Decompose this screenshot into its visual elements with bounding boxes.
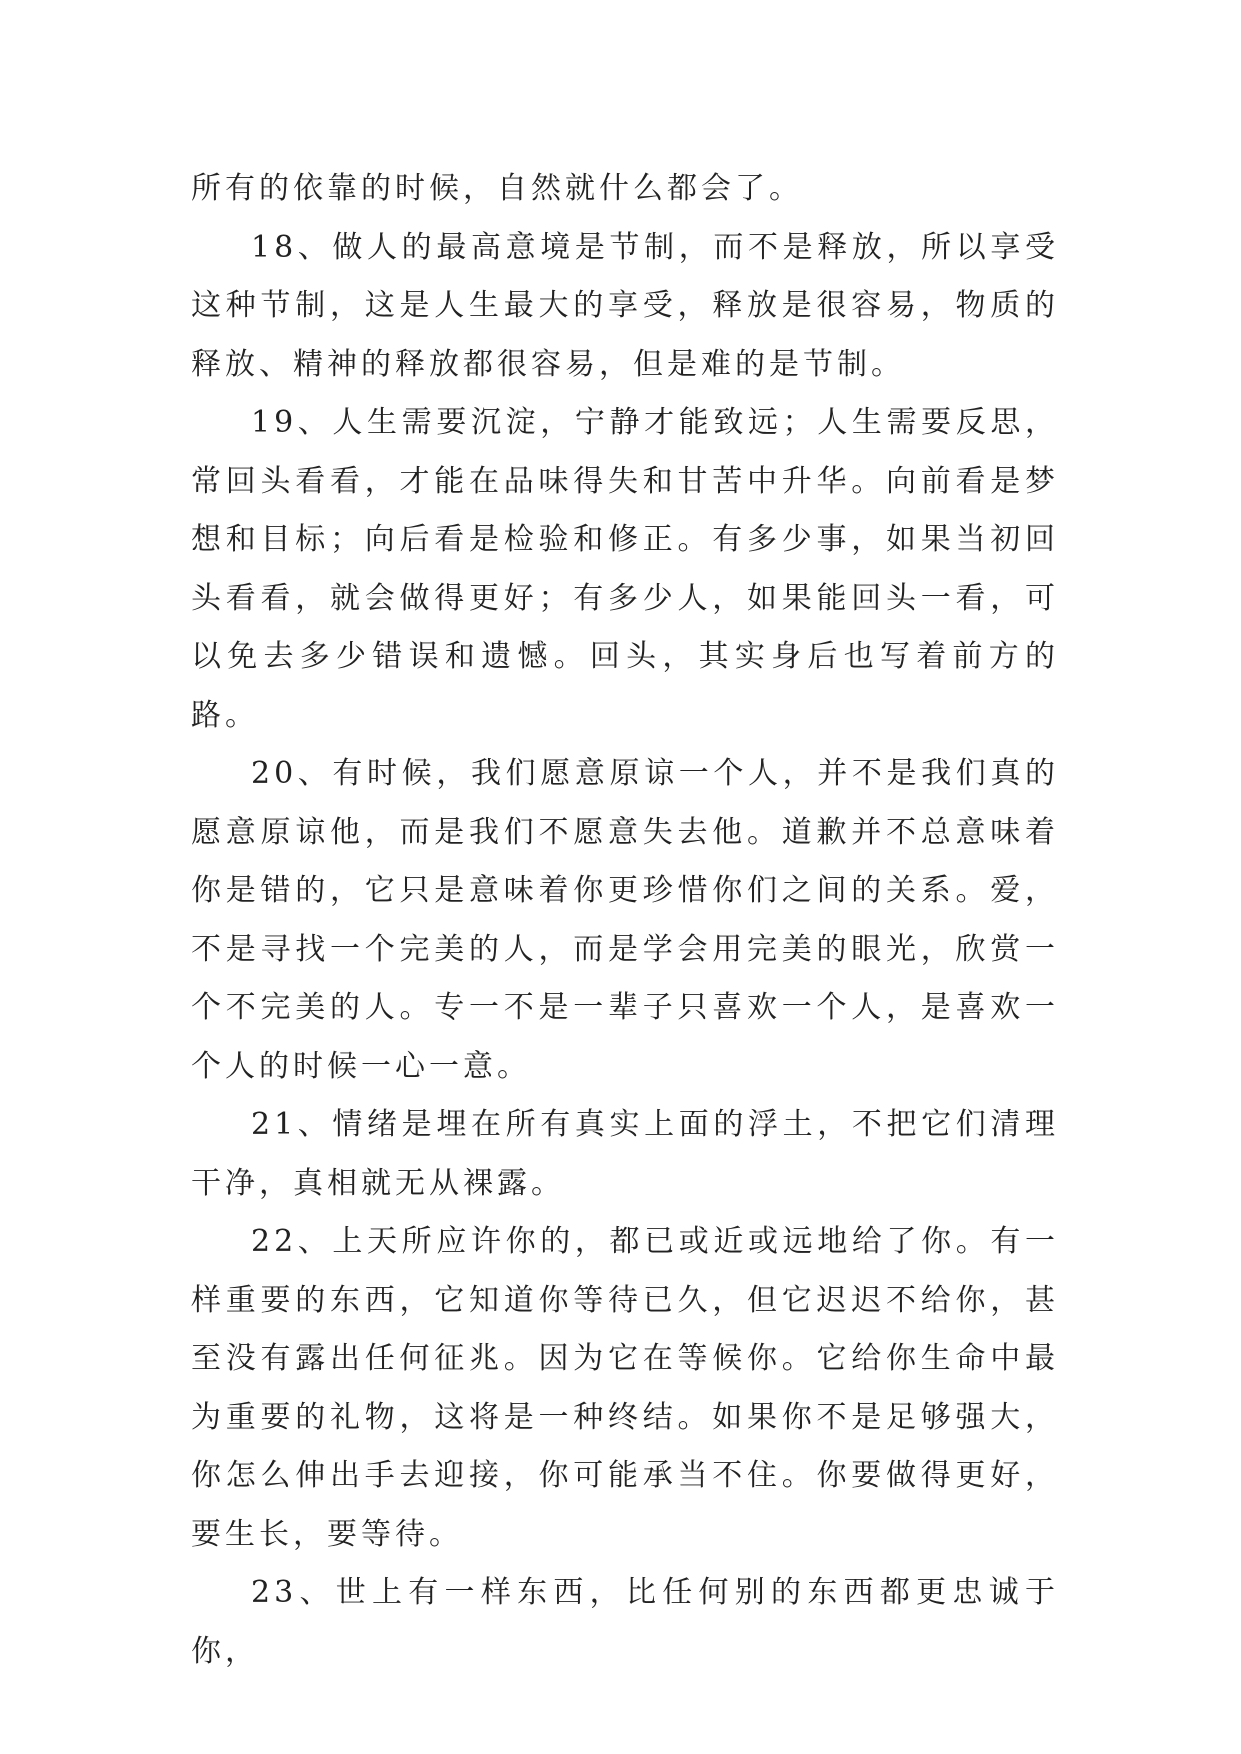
paragraph-item-23: 23、世上有一样东西，比任何别的东西都更忠诚于你，	[191, 1575, 1059, 1669]
document-body	[191, 160, 1059, 1681]
paragraph-item-21: 21、情绪是埋在所有真实上面的浮土，不把它们清理干净，真相就无从裸露。	[191, 1107, 1059, 1201]
paragraph-item-18: 18、做人的最高意境是节制，而不是释放，所以享受这种节制，这是人生最大的享受，释放是很容易，物质的释放、精神的释放都很容易，但是难的是节制。	[191, 229, 1059, 382]
paragraph-item-22: 22、上天所应许你的，都已或近或远地给了你。有一样重要的东西，它知道你等待已久，但它迟迟不给你，甚至没有露出任何征兆。因为它在等候你。它给你生命中最为重要的礼物，这将是一种终结。如果你不是足够强大，你怎么伸出手去迎接，你可能承当不住。你要做得更好，要生长，要等待。	[191, 1224, 1059, 1552]
paragraph-item-20: 20、有时候，我们愿意原谅一个人，并不是我们真的愿意原谅他，而是我们不愿意失去他。道歉并不总意味着你是错的，它只是意味着你更珍惜你们之间的关系。爱，不是寻找一个完美的人，而是学会用完美的眼光，欣赏一个不完美的人。专一不是一辈子只喜欢一个人，是喜欢一个人的时候一心一意。	[191, 756, 1059, 1084]
paragraph-item-19: 19、人生需要沉淀，宁静才能致远；人生需要反思，常回头看看，才能在品味得失和甘苦中升华。向前看是梦想和目标；向后看是检验和修正。有多少事，如果当初回头看看，就会做得更好；有多少人，如果能回头一看，可以免去多少错误和遗憾。回头，其实身后也写着前方的路。	[191, 405, 1059, 733]
paragraph-continuation: 所有的依靠的时候，自然就什么都会了。	[191, 171, 803, 206]
